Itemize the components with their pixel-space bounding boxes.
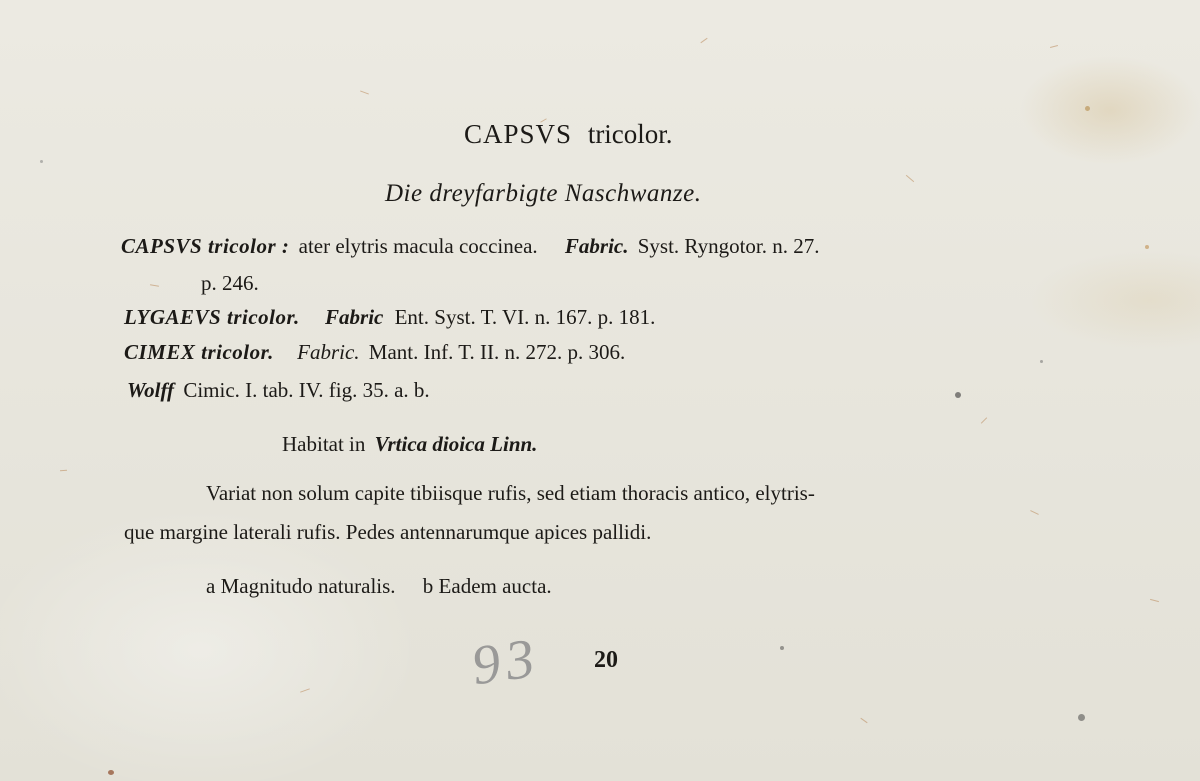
habitat-line — [282, 434, 537, 455]
synonym-line — [124, 342, 625, 363]
synonym-author: Fabric. — [297, 340, 360, 364]
page-number: 20 — [594, 647, 618, 673]
title-genus: CAPSVS — [464, 119, 573, 149]
synonym-name: Wolff — [127, 378, 175, 402]
synonym-name: CIMEX tricolor. — [124, 340, 274, 364]
synonym-name: CAPSVS tricolor : — [121, 234, 290, 258]
figure-note-a: a Magnitudo naturalis. — [206, 574, 396, 598]
synonym-line — [124, 307, 655, 328]
habitat-label: Habitat in — [282, 432, 366, 456]
subtitle: Die dreyfarbigte Naschwanze. — [385, 180, 702, 207]
figure-note — [206, 576, 552, 597]
description-line: Variat non solum capite tibiisque rufis, sed etiam thoracis antico, elytris- — [206, 481, 815, 505]
description-line: que margine laterali rufis. Pedes antennarumque apices pallidi. — [124, 520, 652, 544]
synonym-author: Fabric. — [564, 234, 629, 258]
figure-note-b: b Eadem aucta. — [422, 574, 552, 598]
synonym-ref: Syst. Ryngotor. n. 27. — [637, 234, 820, 258]
synonym-ref: Mant. Inf. T. II. n. 272. p. 306. — [368, 340, 626, 364]
page-title — [464, 121, 673, 148]
synonym-continuation: p. 246. — [201, 271, 259, 295]
synonym-name: LYGAEVS tricolor. — [124, 305, 300, 329]
habitat-plant: Vrtica dioica Linn. — [374, 432, 538, 456]
synonym-ref: Cimic. I. tab. IV. fig. 35. a. b. — [183, 378, 430, 402]
handwritten-number: 93 — [468, 626, 544, 698]
synonym-text: ater elytris macula coccinea. — [298, 234, 538, 258]
title-species: tricolor. — [587, 119, 673, 149]
synonym-ref: Ent. Syst. T. VI. n. 167. p. 181. — [394, 305, 656, 329]
synonym-line — [121, 236, 820, 257]
synonym-author: Fabric — [325, 305, 384, 329]
synonym-line — [127, 380, 430, 401]
